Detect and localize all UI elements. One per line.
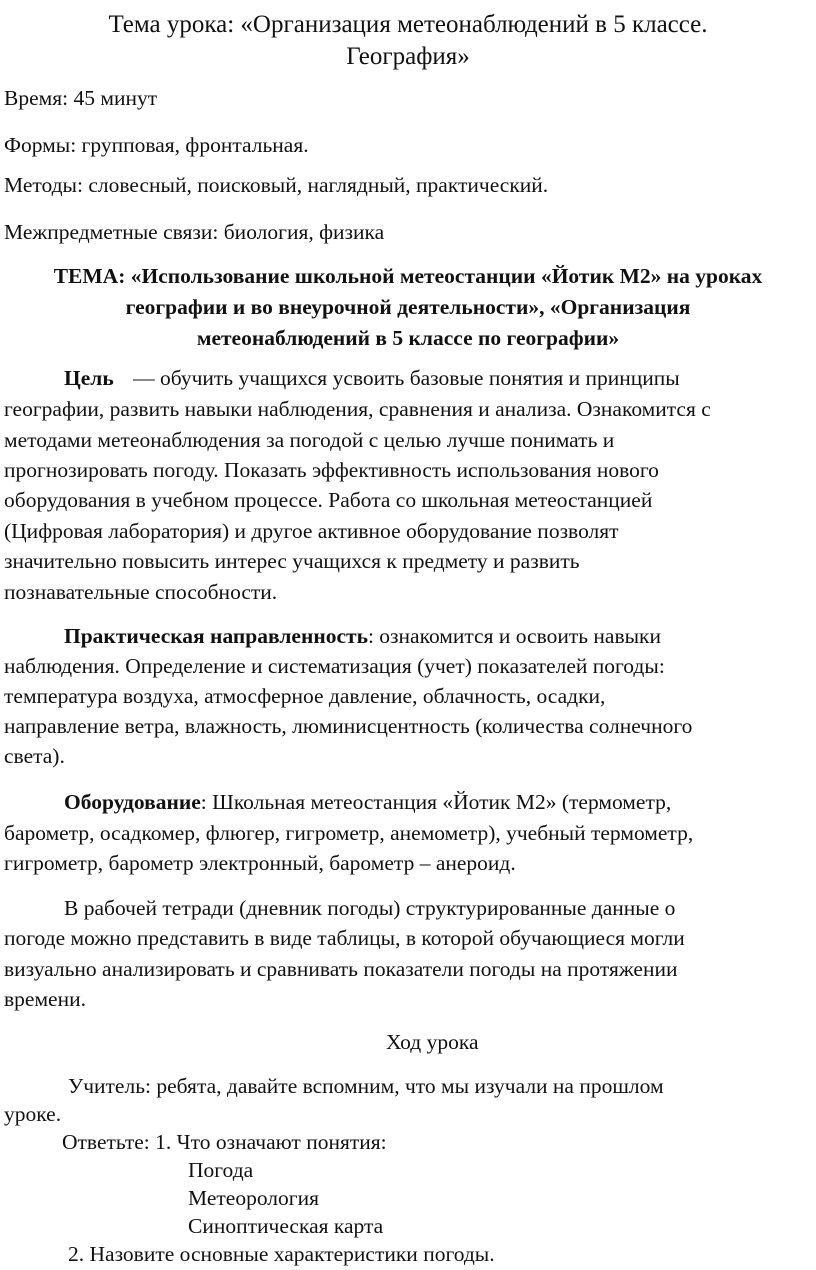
- goal-text-1: — обучить учащихся усвоить базовые понятия и принципы: [127, 366, 680, 390]
- term-meteorology: Метеорология: [188, 1186, 319, 1210]
- topic-line-2: географии и во внеурочной деятельности», «Организация: [125, 295, 691, 319]
- meta-links: Межпредметные связи: биология, физика: [4, 220, 385, 244]
- practical-line-1: [64, 624, 661, 649]
- practical-text-1: : ознакомится и освоить навыки: [367, 624, 662, 648]
- answer-intro: Ответьте: 1. Что означают понятия:: [62, 1130, 387, 1154]
- practical-line-2: наблюдения. Определение и систематизация (учет) показателей погоды:: [4, 654, 665, 678]
- equipment-label: Оборудование: [64, 790, 201, 814]
- goal-line-8: познавательные способности.: [4, 580, 278, 604]
- workbook-line-1: В рабочей тетради (дневник погоды) структурированные данные о: [64, 896, 676, 920]
- goal-label: Цель: [64, 366, 114, 390]
- goal-line-6: (Цифровая лаборатория) и другое активное оборудование позволят: [4, 519, 619, 543]
- goal-line-7: значительно повысить интерес учащихся к предмету и развить: [4, 549, 580, 573]
- goal-line-5: оборудования в учебном процессе. Работа со школьная метеостанцией: [4, 488, 653, 512]
- goal-line-1: [64, 366, 680, 391]
- term-weather: Погода: [188, 1158, 254, 1182]
- equipment-text-1: : Школьная метеостанция «Йотик М2» (термометр,: [200, 790, 672, 814]
- equipment-line-3: гигрометр, барометр электронный, барометр – анероид.: [4, 851, 516, 875]
- workbook-line-4: времени.: [4, 987, 86, 1011]
- practical-label: Практическая направленность: [64, 624, 368, 648]
- practical-line-4: направление ветра, влажность, люминисцентность (количества солнечного: [4, 714, 693, 738]
- goal-line-4: прогнозировать погоду. Показать эффективность использования нового: [4, 458, 659, 482]
- teacher-line-1: Учитель: ребята, давайте вспомним, что мы изучали на прошлом: [68, 1074, 664, 1098]
- teacher-line-2: уроке.: [4, 1102, 62, 1126]
- topic-line-3: метеонаблюдений в 5 классе по географии»: [196, 326, 620, 350]
- equipment-line-2: барометр, осадкомер, флюгер, гигрометр, анемометр), учебный термометр,: [4, 821, 694, 845]
- workbook-line-2: погоде можно представить в виде таблицы, в которой обучающиеся могли: [4, 926, 685, 950]
- goal-line-2: географии, развить навыки наблюдения, сравнения и анализа. Ознакомится с: [4, 397, 711, 421]
- meta-methods: Методы: словесный, поисковый, наглядный, практический.: [4, 173, 549, 197]
- course-heading: Ход урока: [386, 1030, 479, 1054]
- equipment-line-1: [64, 790, 671, 815]
- meta-time: Время: 45 минут: [4, 86, 158, 110]
- goal-line-3: методами метеонаблюдения за погодой с целью лучше понимать и: [4, 428, 615, 452]
- question-2: 2. Назовите основные характеристики погоды.: [68, 1242, 495, 1266]
- title-line-2: География»: [346, 43, 470, 70]
- title-line-1: Тема урока: «Организация метеонаблюдений в 5 классе.: [108, 11, 708, 38]
- practical-line-3: температура воздуха, атмосферное давление, облачность, осадки,: [4, 684, 606, 708]
- term-synoptic-map: Синоптическая карта: [188, 1214, 384, 1238]
- practical-line-5: света).: [4, 744, 65, 768]
- meta-forms: Формы: групповая, фронтальная.: [4, 133, 309, 157]
- workbook-line-3: визуально анализировать и сравнивать показатели погоды на протяжении: [4, 957, 678, 981]
- topic-line-1: ТЕМА: «Использование школьной метеостанции «Йотик М2» на уроках: [53, 264, 763, 288]
